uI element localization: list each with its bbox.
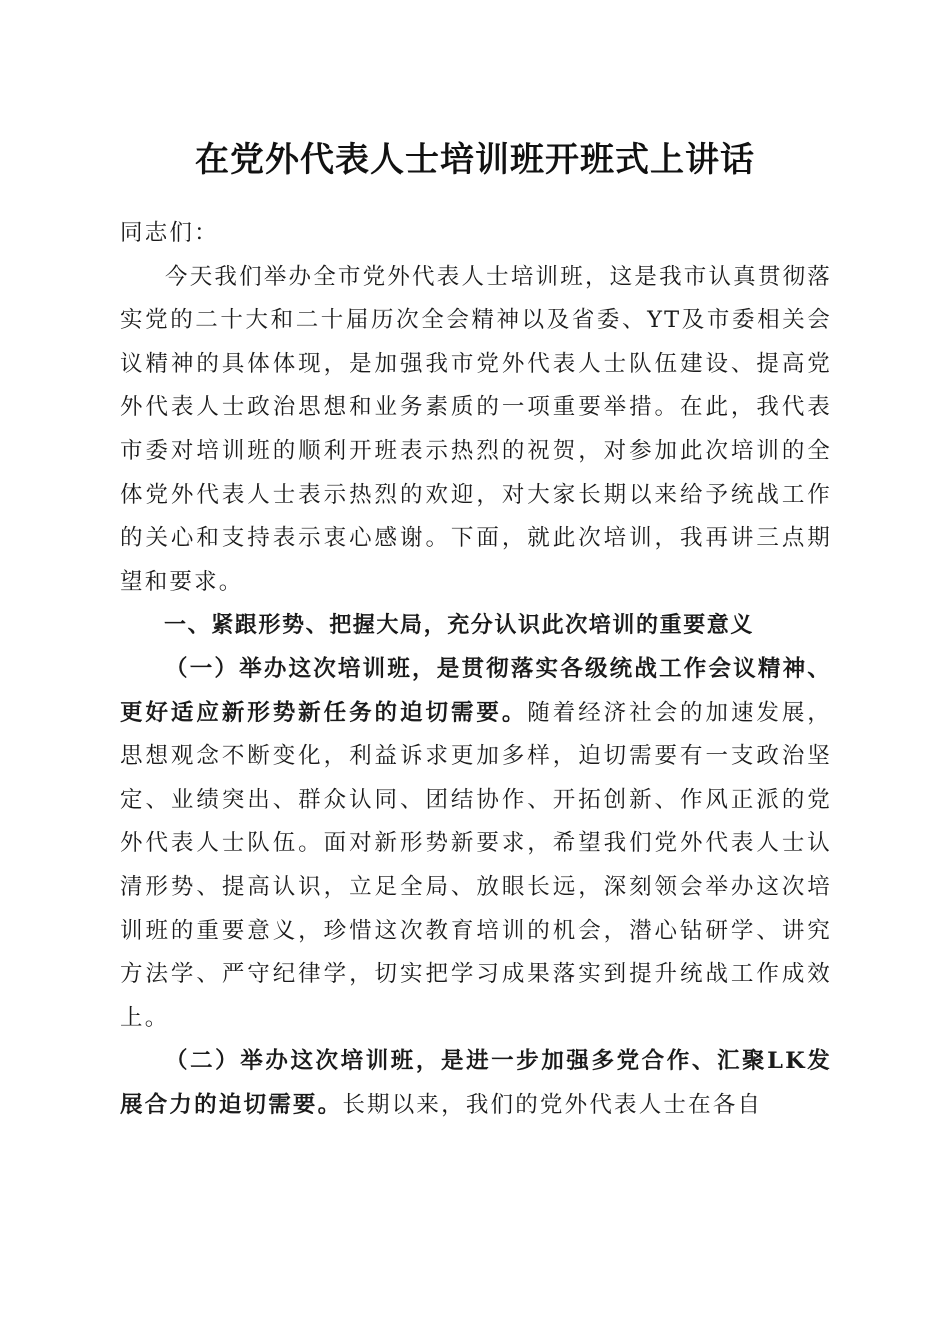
point-2-body: 长期以来，我们的党外代表人士在各自	[342, 1091, 763, 1118]
point-1-paragraph	[120, 648, 832, 1040]
intro-paragraph: 今天我们举办全市党外代表人士培训班，这是我市认真贯彻落实党的二十大和二十届历次全会精神以及省委、YT及市委相关会议精神的具体体现，是加强我市党外代表人士队伍建设、提高党外代表人士政治思想和业务素质的一项重要举措。在此，我代表市委对培训班的顺利开班表示热烈的祝贺，对参加此次培训的全体党外代表人士表示热烈的欢迎，对大家长期以来给予统战工作的关心和支持表示衷心感谢。下面，就此次培训，我再讲三点期望和要求。	[120, 263, 832, 595]
point-1-lead: （一）举办这次培训班，是贯彻落实各级统战工作会议精神、更好适应新形势新任务的迫切需要。	[120, 655, 832, 726]
document-title: 在党外代表人士培训班开班式上讲话	[195, 140, 755, 180]
document-body	[120, 212, 832, 1127]
point-2-paragraph	[120, 1040, 832, 1127]
section-heading-1: 一、紧跟形势、把握大局，充分认识此次培训的重要意义	[164, 613, 755, 639]
point-1-body: 随着经济社会的加速发展，思想观念不断变化，利益诉求更加多样，迫切需要有一支政治坚定、业绩突出、群众认同、团结协作、开拓创新、作风正派的党外代表人士队伍。面对新形势新要求，希望我们党外代表人士认清形势、提高认识，立足全局、放眼长远，深刻领会举办这次培训班的重要意义，珍惜这次教育培训的机会，潜心钻研学、讲究方法学、严守纪律学，切实把学习成果落实到提升统战工作成效上。	[120, 699, 833, 1031]
point-2-lead: （二）举办这次培训班，是进一步加强多党合作、汇聚LK发展合力的迫切需要。	[120, 1048, 832, 1118]
salutation: 同志们：	[120, 220, 219, 246]
